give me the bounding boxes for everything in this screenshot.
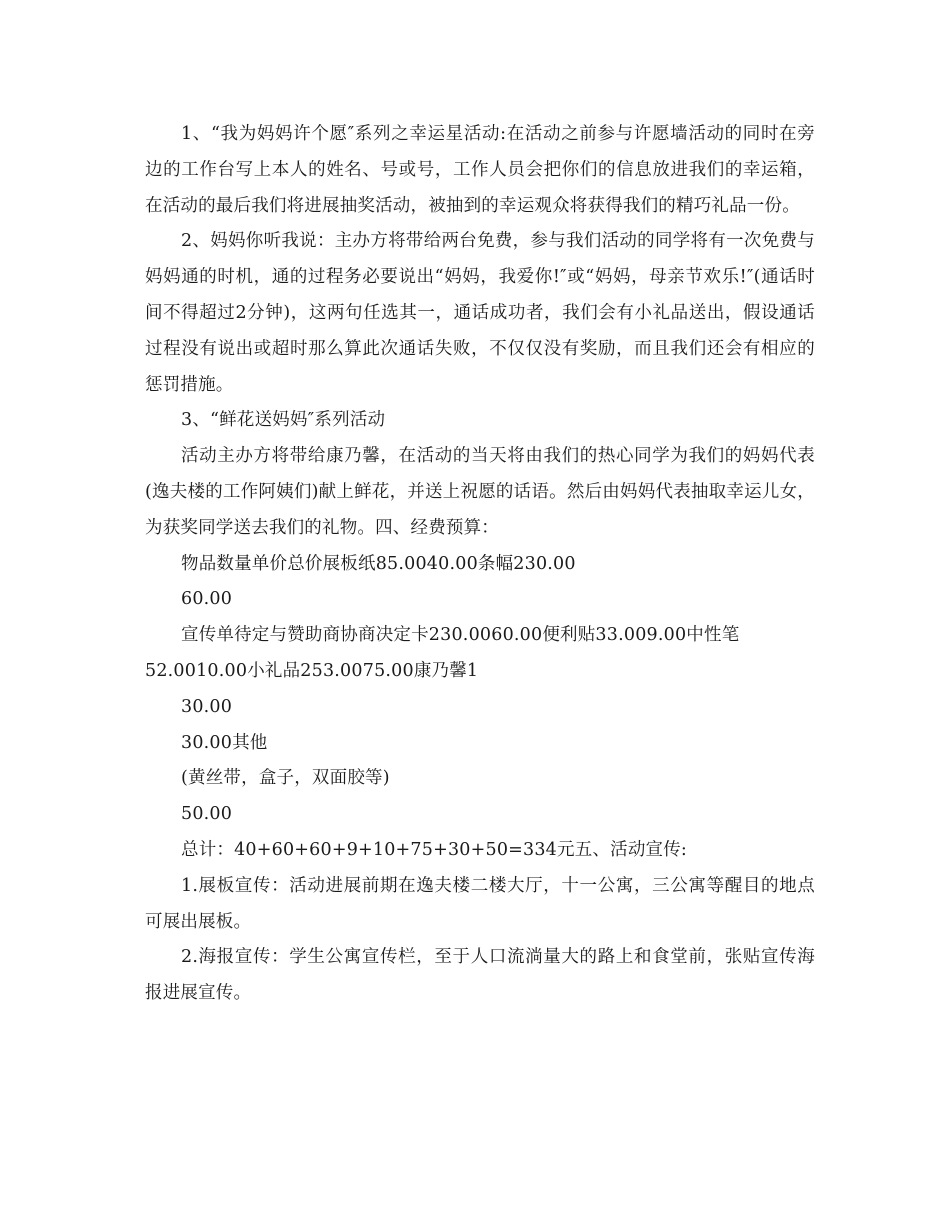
paragraph-flower-activity: 活动主办方将带给康乃馨，在活动的当天将由我们的热心同学为我们的妈妈代表(逸夫楼的工作阿姨们)献上鲜花，并送上祝愿的话语。然后由妈妈代表抽取幸运儿女，为获奖同学送去我们的礼物。四、经费预算： — [145, 446, 815, 538]
budget-line: 30.00其他 — [181, 732, 268, 753]
paragraph-phone-call: 2、妈妈你听我说：主办方将带给两台免费，参与我们活动的同学将有一次免费与妈妈通的时机，通的过程务必要说出“妈妈，我爱你!″或“妈妈，母亲节欢乐!″(通话时间不得超过2分钟)，这两句任选其一，通话成功者，我们会有小礼品送出，假设通话过程没有说出或超时那么算此次通话失败，不仅仅没有奖励，而且我们还会有相应的惩罚措施。 — [145, 231, 815, 395]
budget-total: 总计：40+60+60+9+10+75+30+50=334元五、活动宣传: — [181, 839, 688, 860]
budget-line: 宣传单待定与赞助商协商决定卡230.0060.00便利贴33.009.00中性笔 — [181, 625, 740, 646]
budget-line: 50.00 — [181, 804, 233, 825]
paragraph-flower-title: 3、“鲜花送妈妈″系列活动 — [181, 410, 386, 431]
paragraph-poster-promo: 2.海报宣传：学生公寓宣传栏，至于人口流淌量大的路上和食堂前，张贴宣传海报进展宣传。 — [145, 947, 815, 1004]
budget-line: 30.00 — [181, 696, 233, 717]
budget-line: (黄丝带，盒子，双面胶等) — [181, 768, 390, 789]
document-body — [145, 117, 815, 1012]
budget-line: 52.0010.00小礼品253.0075.00康乃馨1 — [145, 660, 479, 681]
budget-line: 物品数量单价总价展板纸85.0040.00条幅230.00 — [181, 553, 576, 574]
budget-line: 60.00 — [181, 589, 233, 610]
paragraph-lucky-star: 1、“我为妈妈许个愿″系列之幸运星活动:在活动之前参与许愿墙活动的同时在旁边的工作台写上本人的姓名、号或号，工作人员会把你们的信息放进我们的幸运箱，在活动的最后我们将进展抽奖活动，被抽到的幸运观众将获得我们的精巧礼品一份。 — [145, 124, 815, 216]
paragraph-board-promo: 1.展板宣传：活动进展前期在逸夫楼二楼大厅，十一公寓，三公寓等醒目的地点可展出展板。 — [145, 875, 815, 932]
